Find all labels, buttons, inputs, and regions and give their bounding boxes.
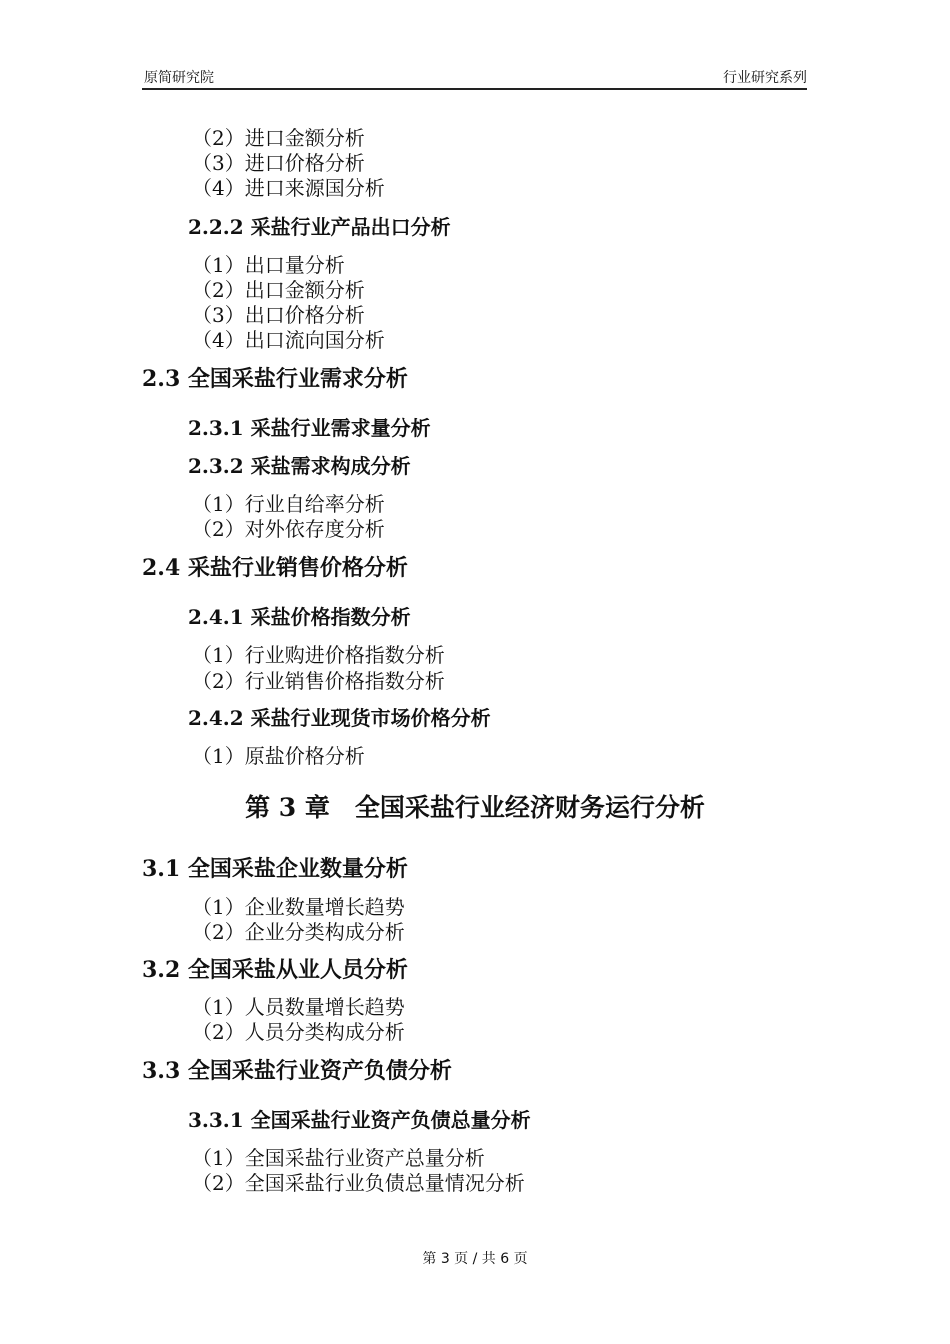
toc-item: （3）出口价格分析 [192, 303, 365, 327]
header-org-name: 原简研究院 [144, 70, 214, 86]
toc-section-heading: 3.1 全国采盐企业数量分析 [142, 856, 408, 882]
toc-item: （1）原盐价格分析 [192, 744, 365, 768]
toc-item: （2）行业销售价格指数分析 [192, 669, 445, 693]
toc-item: （1）人员数量增长趋势 [192, 995, 405, 1019]
header-series-name: 行业研究系列 [723, 70, 807, 86]
toc-subsection-heading: 2.4.1 采盐价格指数分析 [188, 605, 411, 629]
toc-item: （2）全国采盐行业负债总量情况分析 [192, 1171, 525, 1195]
page-header [142, 66, 807, 90]
toc-item: （3）进口价格分析 [192, 151, 365, 175]
toc-item: （2）进口金额分析 [192, 126, 365, 150]
toc-item: （2）人员分类构成分析 [192, 1020, 405, 1044]
toc-item: （2）企业分类构成分析 [192, 920, 405, 944]
toc-item: （4）出口流向国分析 [192, 328, 385, 352]
toc-item: （1）全国采盐行业资产总量分析 [192, 1146, 485, 1170]
chapter-title: 第 3 章 全国采盐行业经济财务运行分析 [245, 793, 705, 822]
toc-subsection-heading: 2.2.2 采盐行业产品出口分析 [188, 215, 451, 239]
page-number: 第 3 页 / 共 6 页 [422, 1251, 528, 1267]
toc-section-heading: 3.3 全国采盐行业资产负债分析 [142, 1058, 452, 1084]
toc-item: （1）出口量分析 [192, 253, 345, 277]
toc-item: （2）对外依存度分析 [192, 517, 385, 541]
toc-subsection-heading: 2.3.2 采盐需求构成分析 [188, 454, 411, 478]
toc-subsection-heading: 2.3.1 采盐行业需求量分析 [188, 416, 431, 440]
toc-section-heading: 2.3 全国采盐行业需求分析 [142, 366, 408, 392]
toc-section-heading: 3.2 全国采盐从业人员分析 [142, 957, 408, 983]
toc-subsection-heading: 3.3.1 全国采盐行业资产负债总量分析 [188, 1108, 531, 1132]
toc-item: （2）出口金额分析 [192, 278, 365, 302]
toc-item: （1）企业数量增长趋势 [192, 895, 405, 919]
toc-subsection-heading: 2.4.2 采盐行业现货市场价格分析 [188, 706, 491, 730]
toc-item: （4）进口来源国分析 [192, 176, 385, 200]
toc-item: （1）行业自给率分析 [192, 492, 385, 516]
toc-item: （1）行业购进价格指数分析 [192, 643, 445, 667]
toc-section-heading: 2.4 采盐行业销售价格分析 [142, 555, 408, 581]
